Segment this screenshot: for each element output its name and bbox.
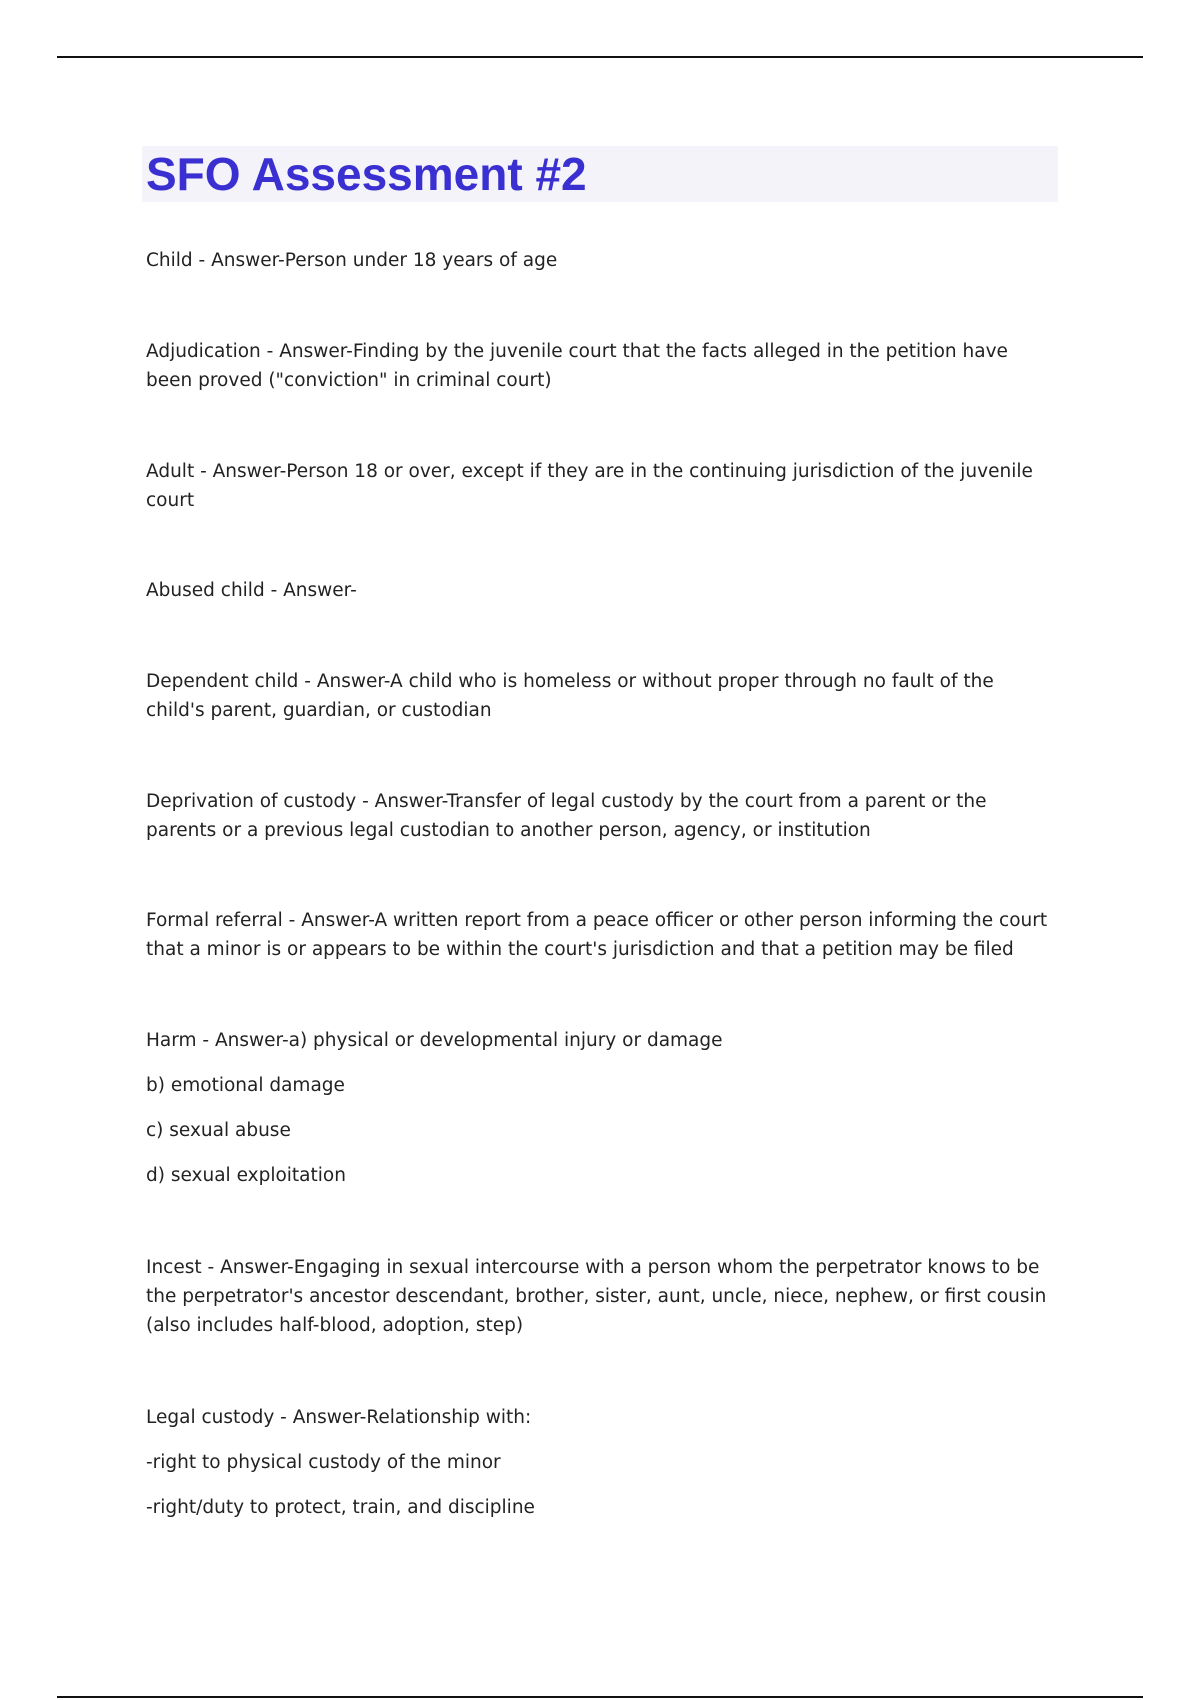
- entry-subline: -right to physical custody of the minor: [146, 1452, 501, 1473]
- entry-text: Legal custody - Answer-Relationship with:: [146, 1407, 532, 1428]
- entry-text: Adult - Answer-Person 18 or over, except if they are in the continuing jurisdiction of the juvenile court: [146, 461, 1033, 511]
- entry-subline: -right/duty to protect, train, and discipline: [146, 1497, 535, 1518]
- entry-subline: c) sexual abuse: [146, 1120, 291, 1141]
- footer-rule: [57, 1696, 1143, 1698]
- entry-text: Abused child - Answer-: [146, 580, 357, 601]
- entry-abused-child: [146, 576, 1056, 605]
- document-title: SFO Assessment #2: [146, 148, 587, 200]
- entry-dependent-child: [146, 667, 1056, 725]
- entry-text: Child - Answer-Person under 18 years of age: [146, 250, 558, 271]
- entry-child: [146, 246, 1056, 275]
- entry-formal-referral: [146, 906, 1056, 964]
- entry-harm: [146, 1026, 1056, 1190]
- entry-text: Adjudication - Answer-Finding by the juvenile court that the facts alleged in the petition have been proved ("conviction" in criminal court): [146, 341, 1008, 391]
- entry-subline: d) sexual exploitation: [146, 1165, 346, 1186]
- entry-subline: b) emotional damage: [146, 1075, 345, 1096]
- entry-text: Harm - Answer-a) physical or developmental injury or damage: [146, 1030, 723, 1051]
- entry-adjudication: [146, 337, 1056, 395]
- header-rule: [57, 56, 1143, 58]
- entry-legal-custody: [146, 1403, 1056, 1522]
- entry-text: Formal referral - Answer-A written report from a peace officer or other person informing the court that a minor is or appears to be within the court's jurisdiction and that a petition may be filed: [146, 910, 1048, 960]
- entry-incest: [146, 1253, 1056, 1340]
- entry-text: Dependent child - Answer-A child who is homeless or without proper through no fault of the child's parent, guardian, or custodian: [146, 671, 994, 721]
- entry-text: Incest - Answer-Engaging in sexual intercourse with a person whom the perpetrator knows to be the perpetrator's ancestor descendant, brother, sister, aunt, uncle, niece, nephew, or first cousin (also includes half-blood, adoption, step): [146, 1257, 1047, 1336]
- entry-deprivation-of-custody: [146, 787, 1056, 845]
- entry-adult: [146, 457, 1056, 515]
- entry-text: Deprivation of custody - Answer-Transfer of legal custody by the court from a parent or the parents or a previous legal custodian to another person, agency, or institution: [146, 791, 987, 841]
